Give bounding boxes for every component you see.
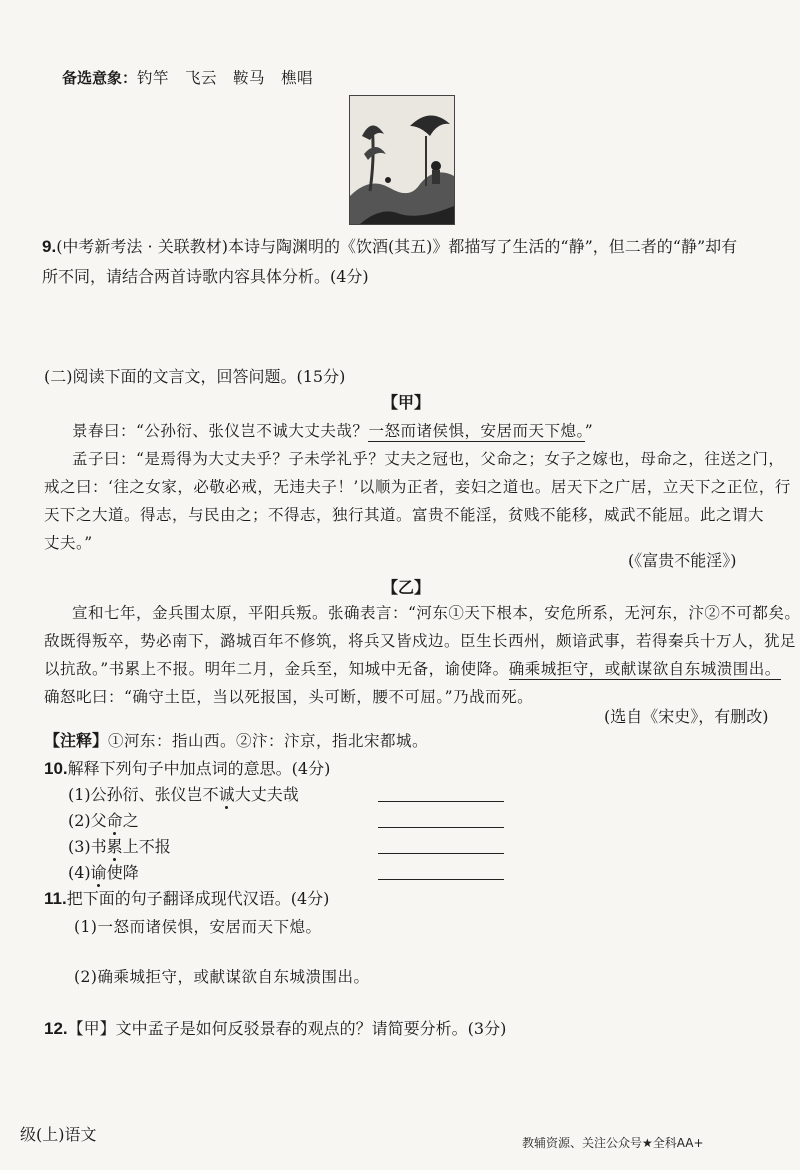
landscape-painting-icon [350,96,454,224]
jia-p1-text: 景春曰：“公孙衍、张仪岂不诚大丈夫哉？ [72,422,369,440]
jia-p2-line2: 戒之曰：‘往之女家，必敬必戒，无违夫子！’以顺为正者，妾妇之道也。居天下之广居，立天下之正位，行 [44,478,791,496]
question-11-number: 11. [44,889,67,908]
question-12-number: 12. [44,1019,68,1038]
annotation-label: 【注释】 [44,731,109,750]
question-12-text: 【甲】文中孟子是如何反驳景春的观点的？请简要分析。(3分) [67,1019,507,1038]
question-11 [44,884,754,914]
jia-source: (《富贵不能淫》) [628,551,737,570]
annotation-text: ①河东：指山西。②汴：汴京，指北宋都城。 [108,732,429,750]
q10-answer-line-2[interactable] [378,827,504,828]
q10-answer-line-4[interactable] [378,879,504,880]
yi-line2: 敌既得叛卒，势必南下，潞城百年不修筑，将兵又皆戍边。臣生长西州，颇谙武事，若得秦兵十万人，犹足 [44,632,797,650]
yi-line4: 确怒叱曰：“确守土臣，当以死报国，头可断，腰不可屈。”乃战而死。 [44,688,534,706]
q10-item-2-post: 之 [122,811,139,830]
question-9-line2: 所不同，请结合两首诗歌内容具体分析。(4分) [42,267,369,286]
question-9 [42,232,752,262]
q10-item-3-pre: (3)书 [68,837,107,856]
q10-item-4-pre: (4) [68,863,91,882]
question-12 [44,1014,754,1044]
question-9-tag: (中考新考法 · 关联教材) [56,237,228,256]
jia-p2-line4: 丈夫。” [44,534,93,552]
question-11-text: 把下面的句子翻译成现代汉语。(4分) [66,889,330,908]
question-9-line1: 本诗与陶渊明的《饮酒(其五)》都描写了生活的“静”，但二者的“静”却有 [227,237,738,256]
q10-item-1-post: 大丈夫哉 [234,785,299,804]
question-9-number: 9. [42,237,57,256]
q10-item-4-post: 使降 [106,863,139,882]
jia-p2-line3: 天下之大道。得志，与民由之；不得志，独行其道。富贵不能淫，贫贱不能移，威武不能屈。此之谓大 [44,506,765,524]
q10-item-3-dotted: 累 [106,837,123,856]
annotation [44,726,754,756]
yi-line3-text: 以抗敌。”书累上不报。明年二月，金兵至，知城中无备，谕使降。 [44,660,509,678]
passage-jia-heading: 【甲】 [382,393,431,412]
optional-images-list: 钓竿 飞云 鞍马 樵唱 [137,69,314,87]
q10-item-1-dotted: 诚 [218,785,235,804]
jia-paragraph-1 [72,416,782,446]
yi-line3-underlined: 确乘城拒守，或献谋欲自东城溃围出。 [508,660,781,678]
q10-answer-line-3[interactable] [378,853,504,854]
passage-yi-heading: 【乙】 [382,578,431,597]
yi-source: (选自《宋史》，有删改) [604,707,769,726]
yi-line3 [44,654,781,684]
jia-p1-end: ” [584,422,594,440]
section-2-title: (二)阅读下面的文言文，回答问题。(15分) [44,367,346,386]
q10-item-1-pre: (1)公孙衍、张仪岂不 [68,785,219,804]
jia-p1-underlined: 一怒而诸侯惧，安居而天下熄。 [368,422,585,440]
q10-answer-line-1[interactable] [378,801,504,802]
q10-item-4-dotted: 谕 [90,863,107,882]
q10-item-2-dotted: 命 [106,811,123,830]
footer-right: 教辅资源、关注公众号★全科AA+ [522,1136,704,1150]
question-10-number: 10. [44,759,68,778]
q11-sentence-2: (2)确乘城拒守，或献谋欲自东城溃围出。 [74,968,370,986]
landscape-illustration [349,95,455,225]
yi-line1: 宣和七年，金兵围太原，平阳兵叛。张确表言：“河东①天下根本，安危所系，无河东，汴②不可都矣。 [72,604,800,622]
optional-images-label: 备选意象： [62,69,138,87]
jia-p2-line1: 孟子曰：“是焉得为大丈夫乎？子未学礼乎？丈夫之冠也，父命之；女子之嫁也，母命之，往送之门， [72,450,785,468]
q10-item-2-pre: (2)父 [68,811,107,830]
q10-item-3-post: 上不报 [122,837,171,856]
footer-left: 级(上)语文 [20,1125,97,1144]
question-10-text: 解释下列句子中加点词的意思。(4分) [67,759,331,778]
optional-images-line [62,66,313,88]
q11-sentence-1: (1)一怒而诸侯惧，安居而天下熄。 [74,918,322,936]
